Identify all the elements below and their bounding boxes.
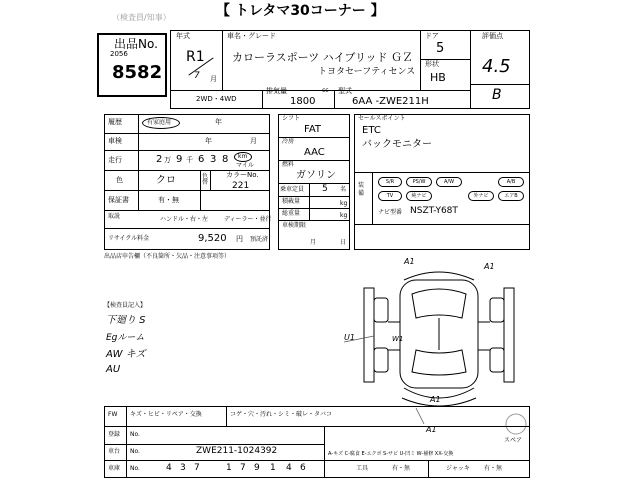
equip-label: 装備	[358, 182, 365, 197]
rw-text: コゲ・穴・汚れ・シミ・破レ・タバコ	[230, 411, 332, 418]
fw-label: FW	[108, 411, 118, 418]
model-label: 車名・グレード	[227, 32, 276, 40]
drive-label: 2WD・4WD	[196, 95, 237, 103]
damage-mark-5: U1	[344, 333, 355, 342]
fw-text: キズ・ヒビ・リペア・交換	[130, 411, 202, 418]
chip-pure-navi: 純ナビ	[406, 191, 432, 201]
load-label: 積載量	[282, 198, 301, 205]
bottom-d9: 6	[300, 463, 306, 473]
recycle-label: リサイクル料金	[108, 235, 150, 242]
inspector-label: 【検査員記入】	[104, 302, 147, 309]
capacity-label: 乗車定員	[280, 186, 305, 193]
chip-ext-navi: 外ナビ	[468, 191, 494, 201]
reg-no: No.	[130, 431, 140, 438]
interior-score: B	[492, 87, 502, 103]
spare-label: スペア	[504, 437, 523, 444]
faint-header: （検査員/知事）	[112, 13, 171, 22]
bottom-no: No.	[130, 465, 140, 472]
mileage-d1: 2	[156, 154, 163, 165]
expiry-label: 車検期限	[282, 222, 307, 229]
recycle-value: 9,520	[198, 233, 227, 244]
reg-label: 登録	[108, 431, 121, 438]
recycle-note: 預託済	[250, 236, 269, 243]
history-label: 履歴	[108, 118, 122, 126]
warranty-options: 有・無	[158, 196, 179, 204]
chip-airb: エアB	[498, 191, 524, 201]
color-value: クロ	[156, 175, 176, 186]
displacement-unit: cc	[322, 87, 329, 94]
sales-label: セールスポイント	[358, 115, 406, 122]
bottom-d4: 1	[226, 463, 232, 473]
hand-line-4: AU	[106, 364, 121, 375]
shape-value: HB	[430, 71, 446, 84]
damage-mark-3: A1	[430, 395, 441, 404]
year-label: 年式	[176, 32, 190, 40]
mileage-d3: 6	[198, 154, 205, 165]
chip-ab: A/B	[498, 177, 524, 187]
navi-label: ナビ型番	[378, 209, 403, 216]
legend-row: A-キズ C-腐食 E-エクボ S-サビ U-凹ミ W-補修 XX-交換	[328, 451, 454, 457]
shift-value: FAT	[304, 124, 322, 135]
damage-mark-6: W1	[392, 335, 404, 343]
hand-line-1: 下廻り S	[106, 315, 146, 326]
damage-mark-1: A1	[404, 257, 415, 266]
model-sub: トヨタセーフティセンス	[318, 67, 416, 77]
lot-number: 8582	[112, 62, 163, 83]
expiry-month: 月	[310, 239, 317, 246]
shape-label: 形状	[425, 60, 439, 68]
damage-mark-4: A1	[426, 425, 437, 434]
bottom-d8: 4	[286, 463, 292, 473]
month-value: 7	[194, 71, 200, 81]
hand-line-3: AW キズ	[106, 349, 146, 360]
lot-label: 出品No.	[114, 37, 158, 51]
inspection-label: 車検	[108, 137, 122, 145]
bottom-d3: 7	[194, 463, 200, 473]
bottom-d7: 1	[270, 463, 276, 473]
color-no-label: カラーNo.	[226, 171, 259, 179]
declare-label: 出品店申告欄（不良箇所・欠品・注意事項等）	[104, 253, 231, 260]
chip-sr: S/R	[378, 177, 402, 187]
mileage-d5: 8	[222, 154, 229, 165]
color-change-label: 色替	[202, 173, 209, 186]
displacement-value: 1800	[290, 96, 316, 107]
inspection-month: 月	[250, 137, 257, 145]
ac-label: 冷房	[282, 138, 295, 145]
tool-label: 工具	[356, 465, 369, 472]
weight-label: 総重量	[282, 210, 301, 217]
color-label: 色	[116, 176, 123, 184]
weight-unit: kg	[340, 212, 348, 219]
recycle-unit: 円	[236, 235, 243, 243]
chip-tv: TV	[378, 191, 402, 201]
damage-mark-2: A1	[484, 262, 495, 271]
mileage-unit: km	[238, 153, 248, 160]
model-name: カローラスポーツ ハイブリッド ＧＺ	[232, 51, 414, 64]
hand-line-2: Egルーム	[106, 333, 145, 343]
load-unit: kg	[340, 200, 348, 207]
door-label: ドア	[425, 32, 439, 40]
bottom-label: 車庫	[108, 465, 121, 472]
navi-value: NSZT-Y68T	[410, 206, 458, 216]
mileage-label: 走行	[108, 156, 122, 164]
score-value: 4.5	[482, 56, 511, 77]
mileage-option: マイル	[236, 162, 254, 169]
ac-value: AAC	[304, 147, 325, 158]
sales-point-1: ETC	[362, 125, 381, 136]
shift-label: シフト	[282, 115, 301, 122]
capacity-unit: 名	[340, 186, 347, 193]
manual-label: 取説	[108, 213, 121, 220]
displacement-label: 排気量	[266, 87, 287, 95]
bottom-d2: 3	[180, 463, 186, 473]
color-no-value: 221	[232, 181, 250, 191]
vin-label: 車台	[108, 448, 121, 455]
month-unit: 月	[210, 75, 217, 83]
inspection-year-mark: 年	[205, 137, 212, 145]
chip-aw: A/W	[436, 177, 462, 187]
warranty-label: 保証書	[108, 196, 129, 204]
year-value: R1	[186, 49, 205, 65]
mileage-man: 万	[164, 156, 171, 164]
score-label: 評価点	[482, 32, 503, 40]
vin-no: No.	[130, 448, 140, 455]
tool-options: 有・無	[392, 465, 411, 472]
bottom-d6: 9	[254, 463, 260, 473]
history-year-mark: 年	[215, 118, 222, 126]
capacity-value: 5	[322, 184, 328, 194]
mileage-d2: 9	[176, 154, 183, 165]
corner-banner: 【 トレタマ30コーナー 】	[216, 3, 385, 19]
fuel-value: ガソリン	[296, 170, 336, 181]
chip-psw: PS/W	[406, 177, 432, 187]
bottom-d5: 7	[240, 463, 246, 473]
sales-point-2: バックモニター	[362, 139, 432, 150]
jack-label: ジャッキ	[446, 465, 470, 472]
door-value: 5	[436, 41, 445, 56]
vin-value: ZWE211-1024392	[196, 446, 278, 456]
type-value: 6AA -ZWE211H	[352, 96, 429, 107]
bottom-d1: 4	[166, 463, 172, 473]
history-value: 有家庭用	[147, 119, 172, 126]
dealer-label: ディーラー・並行	[224, 216, 272, 223]
lot-stamp: 2056	[110, 50, 128, 58]
type-label: 型式	[338, 87, 352, 95]
jack-options: 有・無	[484, 465, 503, 472]
mileage-d4: 3	[210, 154, 217, 165]
expiry-day: 日	[340, 239, 347, 246]
fuel-label: 燃料	[282, 161, 295, 168]
manual-options2: ハンドル・右・左	[160, 216, 209, 223]
mileage-sen: 千	[186, 156, 193, 164]
